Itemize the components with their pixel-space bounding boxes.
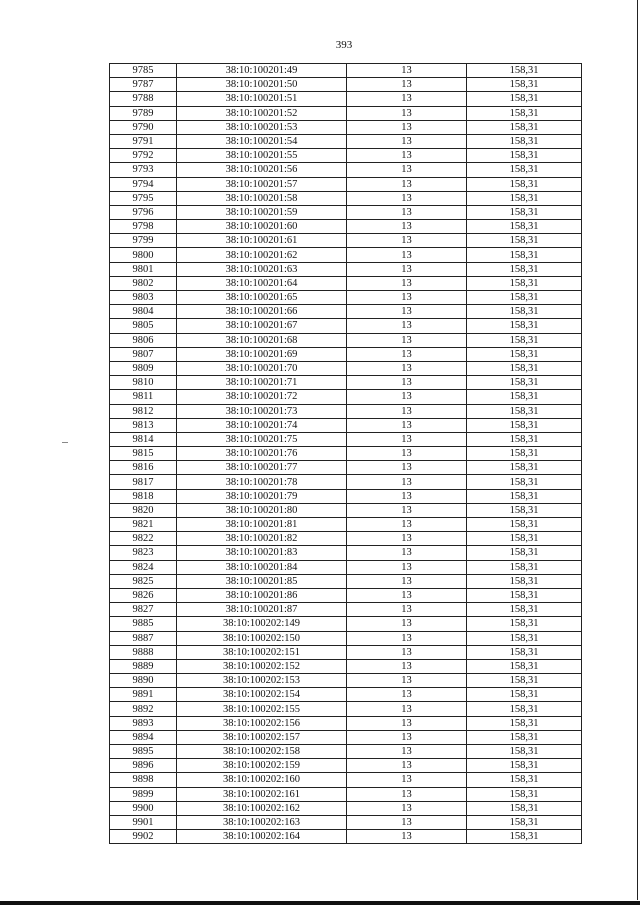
quantity-cell: 13: [347, 688, 467, 702]
value-cell: 158,31: [467, 603, 582, 617]
cadastral-number-cell: 38:10:100201:59: [177, 205, 347, 219]
quantity-cell: 13: [347, 291, 467, 305]
quantity-cell: 13: [347, 588, 467, 602]
quantity-cell: 13: [347, 390, 467, 404]
value-cell: 158,31: [467, 801, 582, 815]
quantity-cell: 13: [347, 177, 467, 191]
value-cell: 158,31: [467, 163, 582, 177]
cadastral-number-cell: 38:10:100201:66: [177, 305, 347, 319]
table-row: [110, 248, 582, 262]
row-number-cell: 9813: [110, 418, 177, 432]
table-row: [110, 532, 582, 546]
quantity-cell: 13: [347, 503, 467, 517]
value-cell: 158,31: [467, 390, 582, 404]
quantity-cell: 13: [347, 631, 467, 645]
cadastral-number-cell: 38:10:100202:154: [177, 688, 347, 702]
cadastral-number-cell: 38:10:100201:68: [177, 333, 347, 347]
page-bottom-edge: [0, 901, 640, 905]
cadastral-number-cell: 38:10:100201:75: [177, 432, 347, 446]
table-row: [110, 503, 582, 517]
cadastral-number-cell: 38:10:100201:82: [177, 532, 347, 546]
cadastral-number-cell: 38:10:100201:62: [177, 248, 347, 262]
cadastral-number-cell: 38:10:100201:64: [177, 276, 347, 290]
cadastral-number-cell: 38:10:100201:56: [177, 163, 347, 177]
value-cell: 158,31: [467, 475, 582, 489]
table-row: [110, 361, 582, 375]
row-number-cell: 9823: [110, 546, 177, 560]
row-number-cell: 9818: [110, 489, 177, 503]
cadastral-number-cell: 38:10:100202:153: [177, 674, 347, 688]
row-number-cell: 9891: [110, 688, 177, 702]
quantity-cell: 13: [347, 418, 467, 432]
value-cell: 158,31: [467, 745, 582, 759]
cadastral-number-cell: 38:10:100202:151: [177, 645, 347, 659]
table-row: [110, 92, 582, 106]
page-number: 393: [335, 39, 353, 51]
row-number-cell: 9825: [110, 574, 177, 588]
quantity-cell: 13: [347, 574, 467, 588]
page-right-edge: [637, 0, 638, 900]
quantity-cell: 13: [347, 603, 467, 617]
row-number-cell: 9821: [110, 518, 177, 532]
value-cell: 158,31: [467, 674, 582, 688]
cadastral-number-cell: 38:10:100201:58: [177, 191, 347, 205]
value-cell: 158,31: [467, 376, 582, 390]
cadastral-number-cell: 38:10:100202:161: [177, 787, 347, 801]
table-row: [110, 447, 582, 461]
row-number-cell: 9800: [110, 248, 177, 262]
table-row: [110, 234, 582, 248]
row-number-cell: 9900: [110, 801, 177, 815]
cadastral-number-cell: 38:10:100202:156: [177, 716, 347, 730]
value-cell: 158,31: [467, 830, 582, 844]
cadastral-number-cell: 38:10:100201:57: [177, 177, 347, 191]
value-cell: 158,31: [467, 815, 582, 829]
row-number-cell: 9798: [110, 220, 177, 234]
table-row: [110, 305, 582, 319]
cadastral-number-cell: 38:10:100202:160: [177, 773, 347, 787]
table-row: [110, 617, 582, 631]
value-cell: 158,31: [467, 191, 582, 205]
value-cell: 158,31: [467, 305, 582, 319]
cadastral-number-cell: 38:10:100201:87: [177, 603, 347, 617]
value-cell: 158,31: [467, 560, 582, 574]
table-row: [110, 603, 582, 617]
table-row: [110, 773, 582, 787]
quantity-cell: 13: [347, 163, 467, 177]
cadastral-number-cell: 38:10:100202:162: [177, 801, 347, 815]
row-number-cell: 9788: [110, 92, 177, 106]
row-number-cell: 9898: [110, 773, 177, 787]
quantity-cell: 13: [347, 532, 467, 546]
cadastral-number-cell: 38:10:100201:53: [177, 120, 347, 134]
quantity-cell: 13: [347, 716, 467, 730]
quantity-cell: 13: [347, 64, 467, 78]
quantity-cell: 13: [347, 205, 467, 219]
row-number-cell: 9795: [110, 191, 177, 205]
table-row: [110, 645, 582, 659]
table-row: [110, 432, 582, 446]
value-cell: 158,31: [467, 688, 582, 702]
cadastral-number-cell: 38:10:100201:67: [177, 319, 347, 333]
cadastral-number-cell: 38:10:100201:60: [177, 220, 347, 234]
row-number-cell: 9888: [110, 645, 177, 659]
row-number-cell: 9827: [110, 603, 177, 617]
table-row: [110, 149, 582, 163]
quantity-cell: 13: [347, 319, 467, 333]
row-number-cell: 9801: [110, 262, 177, 276]
value-cell: 158,31: [467, 447, 582, 461]
row-number-cell: 9799: [110, 234, 177, 248]
quantity-cell: 13: [347, 106, 467, 120]
row-number-cell: 9899: [110, 787, 177, 801]
table-row: [110, 78, 582, 92]
value-cell: 158,31: [467, 404, 582, 418]
value-cell: 158,31: [467, 361, 582, 375]
table-row: [110, 177, 582, 191]
value-cell: 158,31: [467, 702, 582, 716]
table-row: [110, 745, 582, 759]
value-cell: 158,31: [467, 645, 582, 659]
row-number-cell: 9895: [110, 745, 177, 759]
row-number-cell: 9816: [110, 461, 177, 475]
cadastral-number-cell: 38:10:100201:49: [177, 64, 347, 78]
cadastral-number-cell: 38:10:100201:51: [177, 92, 347, 106]
row-number-cell: 9817: [110, 475, 177, 489]
cadastral-number-cell: 38:10:100201:85: [177, 574, 347, 588]
table-row: [110, 787, 582, 801]
row-number-cell: 9805: [110, 319, 177, 333]
table-row: [110, 759, 582, 773]
row-number-cell: 9804: [110, 305, 177, 319]
cadastral-number-cell: 38:10:100201:78: [177, 475, 347, 489]
cadastral-number-cell: 38:10:100202:157: [177, 730, 347, 744]
quantity-cell: 13: [347, 830, 467, 844]
cadastral-number-cell: 38:10:100201:73: [177, 404, 347, 418]
row-number-cell: 9894: [110, 730, 177, 744]
cadastral-number-cell: 38:10:100201:74: [177, 418, 347, 432]
value-cell: 158,31: [467, 205, 582, 219]
row-number-cell: 9787: [110, 78, 177, 92]
row-number-cell: 9892: [110, 702, 177, 716]
cadastral-number-cell: 38:10:100201:77: [177, 461, 347, 475]
cadastral-number-cell: 38:10:100201:54: [177, 134, 347, 148]
table-row: [110, 262, 582, 276]
value-cell: 158,31: [467, 333, 582, 347]
table-row: [110, 106, 582, 120]
cadastral-number-cell: 38:10:100201:80: [177, 503, 347, 517]
table-row: [110, 163, 582, 177]
cadastral-number-cell: 38:10:100201:76: [177, 447, 347, 461]
quantity-cell: 13: [347, 674, 467, 688]
quantity-cell: 13: [347, 546, 467, 560]
value-cell: 158,31: [467, 177, 582, 191]
cadastral-number-cell: 38:10:100201:55: [177, 149, 347, 163]
quantity-cell: 13: [347, 276, 467, 290]
quantity-cell: 13: [347, 347, 467, 361]
value-cell: 158,31: [467, 787, 582, 801]
quantity-cell: 13: [347, 475, 467, 489]
value-cell: 158,31: [467, 220, 582, 234]
quantity-cell: 13: [347, 234, 467, 248]
value-cell: 158,31: [467, 276, 582, 290]
cadastral-number-cell: 38:10:100201:83: [177, 546, 347, 560]
table-row: [110, 191, 582, 205]
row-number-cell: 9826: [110, 588, 177, 602]
parcel-table: [109, 63, 582, 844]
table-row: [110, 475, 582, 489]
table-row: [110, 702, 582, 716]
quantity-cell: 13: [347, 92, 467, 106]
row-number-cell: 9893: [110, 716, 177, 730]
quantity-cell: 13: [347, 518, 467, 532]
value-cell: 158,31: [467, 518, 582, 532]
row-number-cell: 9810: [110, 376, 177, 390]
parcel-table-body: [110, 64, 582, 844]
cadastral-number-cell: 38:10:100201:61: [177, 234, 347, 248]
quantity-cell: 13: [347, 489, 467, 503]
table-row: [110, 319, 582, 333]
row-number-cell: 9807: [110, 347, 177, 361]
cadastral-number-cell: 38:10:100201:81: [177, 518, 347, 532]
value-cell: 158,31: [467, 347, 582, 361]
row-number-cell: 9794: [110, 177, 177, 191]
cadastral-number-cell: 38:10:100201:71: [177, 376, 347, 390]
table-row: [110, 546, 582, 560]
table-row: [110, 461, 582, 475]
value-cell: 158,31: [467, 574, 582, 588]
cadastral-number-cell: 38:10:100202:149: [177, 617, 347, 631]
quantity-cell: 13: [347, 617, 467, 631]
value-cell: 158,31: [467, 730, 582, 744]
cadastral-number-cell: 38:10:100202:152: [177, 659, 347, 673]
value-cell: 158,31: [467, 716, 582, 730]
table-row: [110, 830, 582, 844]
margin-mark: [62, 442, 68, 443]
row-number-cell: 9814: [110, 432, 177, 446]
row-number-cell: 9822: [110, 532, 177, 546]
table-row: [110, 574, 582, 588]
cadastral-number-cell: 38:10:100201:70: [177, 361, 347, 375]
cadastral-number-cell: 38:10:100201:72: [177, 390, 347, 404]
table-row: [110, 688, 582, 702]
value-cell: 158,31: [467, 64, 582, 78]
quantity-cell: 13: [347, 333, 467, 347]
row-number-cell: 9885: [110, 617, 177, 631]
row-number-cell: 9803: [110, 291, 177, 305]
quantity-cell: 13: [347, 149, 467, 163]
cadastral-number-cell: 38:10:100201:79: [177, 489, 347, 503]
value-cell: 158,31: [467, 532, 582, 546]
row-number-cell: 9902: [110, 830, 177, 844]
row-number-cell: 9820: [110, 503, 177, 517]
row-number-cell: 9889: [110, 659, 177, 673]
table-row: [110, 205, 582, 219]
quantity-cell: 13: [347, 560, 467, 574]
row-number-cell: 9785: [110, 64, 177, 78]
cadastral-number-cell: 38:10:100201:50: [177, 78, 347, 92]
quantity-cell: 13: [347, 432, 467, 446]
quantity-cell: 13: [347, 305, 467, 319]
table-row: [110, 489, 582, 503]
value-cell: 158,31: [467, 134, 582, 148]
quantity-cell: 13: [347, 248, 467, 262]
value-cell: 158,31: [467, 149, 582, 163]
row-number-cell: 9791: [110, 134, 177, 148]
row-number-cell: 9901: [110, 815, 177, 829]
value-cell: 158,31: [467, 659, 582, 673]
table-row: [110, 390, 582, 404]
table-row: [110, 276, 582, 290]
table-row: [110, 220, 582, 234]
row-number-cell: 9790: [110, 120, 177, 134]
cadastral-number-cell: 38:10:100202:158: [177, 745, 347, 759]
row-number-cell: 9809: [110, 361, 177, 375]
cadastral-number-cell: 38:10:100201:63: [177, 262, 347, 276]
table-row: [110, 134, 582, 148]
row-number-cell: 9824: [110, 560, 177, 574]
value-cell: 158,31: [467, 92, 582, 106]
table-row: [110, 347, 582, 361]
value-cell: 158,31: [467, 78, 582, 92]
cadastral-number-cell: 38:10:100201:84: [177, 560, 347, 574]
table-row: [110, 659, 582, 673]
quantity-cell: 13: [347, 376, 467, 390]
row-number-cell: 9815: [110, 447, 177, 461]
table-row: [110, 518, 582, 532]
cadastral-number-cell: 38:10:100202:163: [177, 815, 347, 829]
row-number-cell: 9812: [110, 404, 177, 418]
table-row: [110, 815, 582, 829]
row-number-cell: 9890: [110, 674, 177, 688]
cadastral-number-cell: 38:10:100202:155: [177, 702, 347, 716]
cadastral-number-cell: 38:10:100202:150: [177, 631, 347, 645]
value-cell: 158,31: [467, 106, 582, 120]
cadastral-number-cell: 38:10:100202:164: [177, 830, 347, 844]
row-number-cell: 9806: [110, 333, 177, 347]
cadastral-number-cell: 38:10:100201:52: [177, 106, 347, 120]
table-row: [110, 404, 582, 418]
quantity-cell: 13: [347, 702, 467, 716]
quantity-cell: 13: [347, 220, 467, 234]
quantity-cell: 13: [347, 134, 467, 148]
value-cell: 158,31: [467, 631, 582, 645]
row-number-cell: 9896: [110, 759, 177, 773]
table-row: [110, 333, 582, 347]
value-cell: 158,31: [467, 291, 582, 305]
table-row: [110, 801, 582, 815]
value-cell: 158,31: [467, 248, 582, 262]
table-row: [110, 418, 582, 432]
table-row: [110, 291, 582, 305]
value-cell: 158,31: [467, 418, 582, 432]
row-number-cell: 9887: [110, 631, 177, 645]
value-cell: 158,31: [467, 546, 582, 560]
row-number-cell: 9796: [110, 205, 177, 219]
cadastral-number-cell: 38:10:100202:159: [177, 759, 347, 773]
quantity-cell: 13: [347, 801, 467, 815]
quantity-cell: 13: [347, 262, 467, 276]
table-row: [110, 730, 582, 744]
table-row: [110, 674, 582, 688]
value-cell: 158,31: [467, 773, 582, 787]
quantity-cell: 13: [347, 659, 467, 673]
quantity-cell: 13: [347, 461, 467, 475]
value-cell: 158,31: [467, 461, 582, 475]
value-cell: 158,31: [467, 319, 582, 333]
value-cell: 158,31: [467, 432, 582, 446]
row-number-cell: 9802: [110, 276, 177, 290]
value-cell: 158,31: [467, 617, 582, 631]
value-cell: 158,31: [467, 234, 582, 248]
row-number-cell: 9793: [110, 163, 177, 177]
row-number-cell: 9789: [110, 106, 177, 120]
table-row: [110, 120, 582, 134]
table-row: [110, 64, 582, 78]
value-cell: 158,31: [467, 489, 582, 503]
table-row: [110, 560, 582, 574]
value-cell: 158,31: [467, 588, 582, 602]
quantity-cell: 13: [347, 645, 467, 659]
value-cell: 158,31: [467, 503, 582, 517]
quantity-cell: 13: [347, 745, 467, 759]
row-number-cell: 9811: [110, 390, 177, 404]
quantity-cell: 13: [347, 787, 467, 801]
cadastral-number-cell: 38:10:100201:65: [177, 291, 347, 305]
cadastral-number-cell: 38:10:100201:86: [177, 588, 347, 602]
quantity-cell: 13: [347, 773, 467, 787]
quantity-cell: 13: [347, 404, 467, 418]
quantity-cell: 13: [347, 361, 467, 375]
quantity-cell: 13: [347, 815, 467, 829]
table-row: [110, 376, 582, 390]
quantity-cell: 13: [347, 447, 467, 461]
table-row: [110, 631, 582, 645]
quantity-cell: 13: [347, 191, 467, 205]
quantity-cell: 13: [347, 120, 467, 134]
cadastral-number-cell: 38:10:100201:69: [177, 347, 347, 361]
value-cell: 158,31: [467, 759, 582, 773]
quantity-cell: 13: [347, 730, 467, 744]
quantity-cell: 13: [347, 78, 467, 92]
table-row: [110, 588, 582, 602]
value-cell: 158,31: [467, 262, 582, 276]
value-cell: 158,31: [467, 120, 582, 134]
quantity-cell: 13: [347, 759, 467, 773]
table-row: [110, 716, 582, 730]
row-number-cell: 9792: [110, 149, 177, 163]
